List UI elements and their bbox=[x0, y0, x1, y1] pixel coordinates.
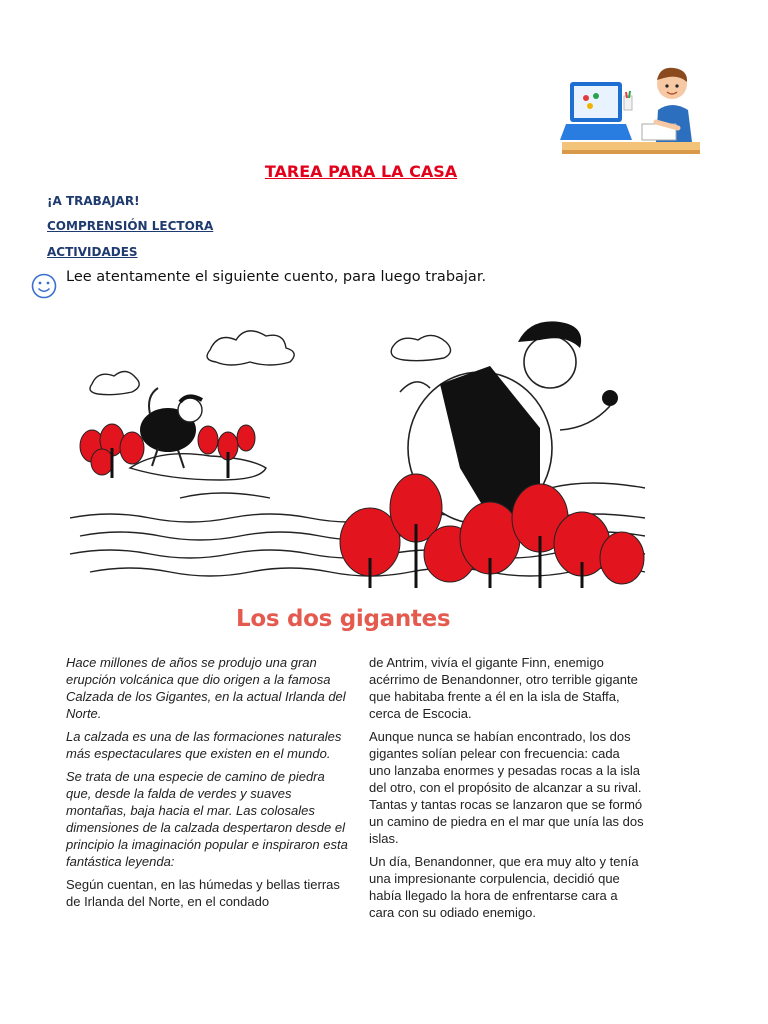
story-title: Los dos gigantes bbox=[236, 606, 451, 632]
story-column-right bbox=[369, 654, 644, 927]
story-paragraph: Hace millones de años se produjo una gran erupción volcánica que dio origen a la famosa Calzada de los Gigantes, en la actual Irlanda del Norte. bbox=[66, 655, 346, 721]
story-paragraph: Según cuentan, en las húmedas y bellas tierras de Irlanda del Norte, en el condado bbox=[66, 877, 340, 909]
child-computer-clipart bbox=[560, 62, 705, 162]
story-paragraph: Se trata de una especie de camino de piedra que, desde la falda de verdes y suaves montañas, baja hacia el mar. Las colosales dimensiones de la calzada despertaron desde el principio la imaginación popular e inspiraron esta fantástica leyenda: bbox=[66, 769, 348, 869]
subtitle: ¡A TRABAJAR! bbox=[47, 194, 140, 208]
smiley-face-icon bbox=[31, 273, 57, 299]
section-heading-actividades[interactable]: ACTIVIDADES bbox=[47, 245, 138, 259]
story-column-left bbox=[66, 654, 351, 916]
intro-instruction: Lee atentamente el siguiente cuento, para luego trabajar. bbox=[66, 269, 487, 285]
giants-illustration bbox=[70, 318, 650, 594]
story-paragraph: de Antrim, vivía el gigante Finn, enemigo acérrimo de Benandonner, otro terrible gigante que habitaba frente a él en la isla de Staffa, cerca de Escocia. bbox=[369, 655, 638, 721]
page-title: TAREA PARA LA CASA bbox=[264, 162, 458, 181]
story-paragraph: La calzada es una de las formaciones naturales más espectaculares que existen en el mundo. bbox=[66, 729, 342, 761]
story-paragraph: Un día, Benandonner, que era muy alto y tenía una impresionante corpulencia, decidió que había llegado la hora de enfrentarse cara a cara con su odiado enemigo. bbox=[369, 854, 639, 920]
story-paragraph: Aunque nunca se habían encontrado, los dos gigantes solían pelear con frecuencia: cada uno lanzaba enormes y pesadas rocas a la isla del otro, con el propósito de alcanzar a su rival. Tantas y tantas rocas se lanzaron que se formó un camino de piedra en el mar que unía las dos islas. bbox=[369, 729, 644, 846]
section-heading-comprension[interactable]: COMPRENSIÓN LECTORA bbox=[47, 219, 214, 233]
